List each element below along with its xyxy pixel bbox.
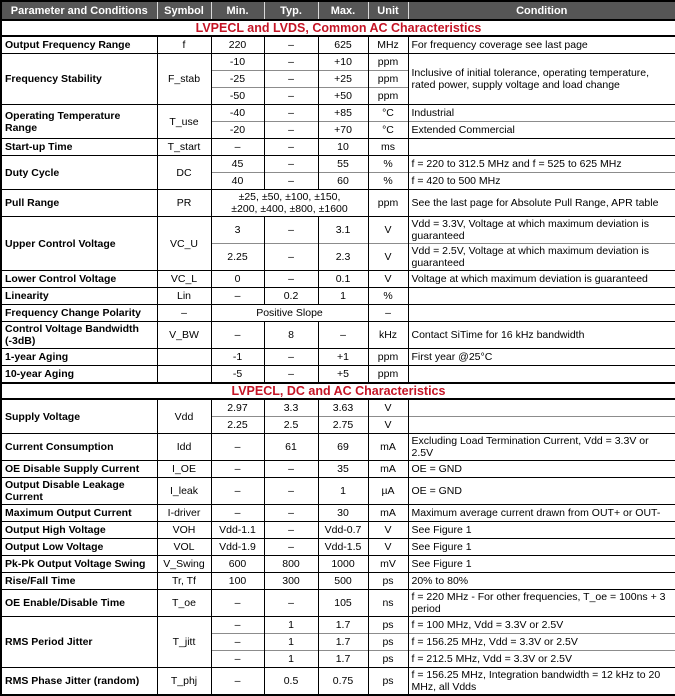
max-cell: 69 — [318, 434, 368, 461]
max-cell: 55 — [318, 156, 368, 173]
condition-cell: f = 220 to 312.5 MHz and f = 525 to 625 MHz — [408, 156, 675, 173]
section-title: LVPECL, DC and AC Characteristics — [1, 383, 675, 399]
unit-cell: ppm — [368, 71, 408, 88]
typ-cell: – — [264, 139, 318, 156]
unit-cell: V — [368, 217, 408, 244]
typ-cell: – — [264, 244, 318, 271]
table-row — [1, 461, 675, 478]
table-row — [1, 288, 675, 305]
typ-cell: – — [264, 271, 318, 288]
max-cell: – — [318, 322, 368, 349]
max-cell: Vdd-0.7 — [318, 522, 368, 539]
typ-cell: 1 — [264, 634, 318, 651]
parameter-cell: Linearity — [1, 288, 157, 305]
parameter-cell: RMS Period Jitter — [1, 617, 157, 668]
typ-cell: 0.2 — [264, 288, 318, 305]
min-cell: 40 — [211, 173, 264, 190]
parameter-cell: Frequency Stability — [1, 54, 157, 105]
table-row — [1, 190, 675, 217]
column-header-max: Max. — [318, 1, 368, 20]
parameter-cell: 1-year Aging — [1, 349, 157, 366]
unit-cell: V — [368, 522, 408, 539]
parameter-cell: Rise/Fall Time — [1, 573, 157, 590]
unit-cell: mA — [368, 434, 408, 461]
symbol-cell: T_jitt — [157, 617, 211, 668]
table-row — [1, 366, 675, 384]
unit-cell: ps — [368, 651, 408, 668]
table-row — [1, 556, 675, 573]
unit-cell: mV — [368, 556, 408, 573]
unit-cell: % — [368, 173, 408, 190]
max-cell: 1.7 — [318, 634, 368, 651]
condition-cell: Vdd = 3.3V, Voltage at which maximum deviation is guaranteed — [408, 217, 675, 244]
table-row — [1, 505, 675, 522]
symbol-cell: Lin — [157, 288, 211, 305]
min-cell: -5 — [211, 366, 264, 384]
column-header-min: Min. — [211, 1, 264, 20]
table-row — [1, 271, 675, 288]
min-cell: 2.25 — [211, 417, 264, 434]
typ-cell: – — [264, 88, 318, 105]
condition-cell: 20% to 80% — [408, 573, 675, 590]
max-cell: 1000 — [318, 556, 368, 573]
max-cell: +85 — [318, 105, 368, 122]
table-row — [1, 139, 675, 156]
table-row — [1, 322, 675, 349]
parameter-cell: OE Enable/Disable Time — [1, 590, 157, 617]
typ-cell: – — [264, 156, 318, 173]
symbol-cell: T_start — [157, 139, 211, 156]
condition-cell: f = 420 to 500 MHz — [408, 173, 675, 190]
condition-cell: Industrial — [408, 105, 675, 122]
min-cell: – — [211, 651, 264, 668]
unit-cell: ps — [368, 617, 408, 634]
max-cell: 500 — [318, 573, 368, 590]
min-cell: – — [211, 461, 264, 478]
condition-cell: Vdd = 2.5V, Voltage at which maximum deviation is guaranteed — [408, 244, 675, 271]
unit-cell: V — [368, 539, 408, 556]
min-cell: -10 — [211, 54, 264, 71]
table-row — [1, 105, 675, 122]
table-row — [1, 54, 675, 71]
symbol-cell — [157, 366, 211, 384]
condition-cell — [408, 399, 675, 417]
min-cell: -1 — [211, 349, 264, 366]
min-cell: Vdd-1.1 — [211, 522, 264, 539]
section-title: LVPECL and LVDS, Common AC Characteristics — [1, 20, 675, 36]
unit-cell: V — [368, 271, 408, 288]
parameter-cell: Start-up Time — [1, 139, 157, 156]
parameter-cell: OE Disable Supply Current — [1, 461, 157, 478]
unit-cell: ppm — [368, 54, 408, 71]
table-row — [1, 349, 675, 366]
unit-cell: mA — [368, 505, 408, 522]
symbol-cell — [157, 349, 211, 366]
table-row — [1, 36, 675, 54]
condition-cell: OE = GND — [408, 478, 675, 505]
unit-cell: ppm — [368, 366, 408, 384]
min-cell: – — [211, 288, 264, 305]
parameter-cell: Output High Voltage — [1, 522, 157, 539]
parameter-cell: Maximum Output Current — [1, 505, 157, 522]
section-title-row — [1, 20, 675, 36]
symbol-cell: V_BW — [157, 322, 211, 349]
table-row — [1, 522, 675, 539]
typ-cell: 800 — [264, 556, 318, 573]
condition-cell: f = 156.25 MHz, Integration bandwidth = 12 kHz to 20 MHz, all Vdds — [408, 668, 675, 696]
min-cell: – — [211, 634, 264, 651]
max-cell: +10 — [318, 54, 368, 71]
condition-cell: Contact SiTime for 16 kHz bandwidth — [408, 322, 675, 349]
typ-cell: – — [264, 71, 318, 88]
condition-cell: Extended Commercial — [408, 122, 675, 139]
max-cell: 0.75 — [318, 668, 368, 696]
parameter-cell: Output Low Voltage — [1, 539, 157, 556]
unit-cell: ps — [368, 573, 408, 590]
max-cell: +25 — [318, 71, 368, 88]
condition-cell: See Figure 1 — [408, 539, 675, 556]
unit-cell: ns — [368, 590, 408, 617]
typ-cell: – — [264, 349, 318, 366]
min-cell: 2.97 — [211, 399, 264, 417]
max-cell: 10 — [318, 139, 368, 156]
column-header-typ: Typ. — [264, 1, 318, 20]
min-cell: 2.25 — [211, 244, 264, 271]
min-cell: – — [211, 590, 264, 617]
parameter-cell: Output Disable Leakage Current — [1, 478, 157, 505]
unit-cell: MHz — [368, 36, 408, 54]
symbol-cell: V_Swing — [157, 556, 211, 573]
symbol-cell: PR — [157, 190, 211, 217]
condition-cell: Inclusive of initial tolerance, operating temperature, rated power, supply voltage and load change — [408, 54, 675, 105]
parameter-cell: Operating Temperature Range — [1, 105, 157, 139]
min-cell: – — [211, 668, 264, 696]
unit-cell: V — [368, 417, 408, 434]
max-cell: 35 — [318, 461, 368, 478]
parameter-cell: Upper Control Voltage — [1, 217, 157, 271]
min-cell: – — [211, 322, 264, 349]
unit-cell: % — [368, 156, 408, 173]
typ-cell: 2.5 — [264, 417, 318, 434]
table-row — [1, 305, 675, 322]
unit-cell: µA — [368, 478, 408, 505]
typ-cell: 300 — [264, 573, 318, 590]
typ-cell: – — [264, 366, 318, 384]
max-cell: 625 — [318, 36, 368, 54]
min-cell: – — [211, 139, 264, 156]
table-row — [1, 434, 675, 461]
symbol-cell: VOL — [157, 539, 211, 556]
max-cell: +5 — [318, 366, 368, 384]
min-cell: 600 — [211, 556, 264, 573]
unit-cell: °C — [368, 105, 408, 122]
symbol-cell: T_use — [157, 105, 211, 139]
min-cell: 45 — [211, 156, 264, 173]
unit-cell: kHz — [368, 322, 408, 349]
min-cell: 220 — [211, 36, 264, 54]
merged-value-line: ±25, ±50, ±100, ±150, — [238, 191, 341, 203]
table-row — [1, 668, 675, 696]
min-cell: -20 — [211, 122, 264, 139]
unit-cell: ppm — [368, 88, 408, 105]
symbol-cell: DC — [157, 156, 211, 190]
section-title-row — [1, 383, 675, 399]
max-cell: 1 — [318, 288, 368, 305]
condition-cell: f = 100 MHz, Vdd = 3.3V or 2.5V — [408, 617, 675, 634]
parameter-cell: Lower Control Voltage — [1, 271, 157, 288]
condition-cell: See Figure 1 — [408, 556, 675, 573]
typ-cell: – — [264, 217, 318, 244]
condition-cell: See the last page for Absolute Pull Range, APR table — [408, 190, 675, 217]
condition-cell: For frequency coverage see last page — [408, 36, 675, 54]
table-row — [1, 590, 675, 617]
unit-cell: V — [368, 399, 408, 417]
max-cell: 30 — [318, 505, 368, 522]
typ-cell: 0.5 — [264, 668, 318, 696]
unit-cell: ps — [368, 634, 408, 651]
unit-cell: V — [368, 244, 408, 271]
unit-cell: – — [368, 305, 408, 322]
max-cell: +70 — [318, 122, 368, 139]
symbol-cell: – — [157, 305, 211, 322]
typ-cell: – — [264, 522, 318, 539]
min-cell: – — [211, 505, 264, 522]
max-cell: 2.75 — [318, 417, 368, 434]
typ-cell: 1 — [264, 617, 318, 634]
table-row — [1, 573, 675, 590]
condition-cell — [408, 366, 675, 384]
condition-cell — [408, 288, 675, 305]
max-cell: 1 — [318, 478, 368, 505]
min-cell: 0 — [211, 271, 264, 288]
table-row — [1, 217, 675, 244]
typ-cell: – — [264, 505, 318, 522]
symbol-cell: F_stab — [157, 54, 211, 105]
min-typ-max-merged-cell — [211, 305, 368, 322]
max-cell: +1 — [318, 349, 368, 366]
table-row — [1, 617, 675, 634]
typ-cell: – — [264, 122, 318, 139]
condition-cell: Voltage at which maximum deviation is guaranteed — [408, 271, 675, 288]
condition-cell: f = 156.25 MHz, Vdd = 3.3V or 2.5V — [408, 634, 675, 651]
symbol-cell: Tr, Tf — [157, 573, 211, 590]
table-row — [1, 156, 675, 173]
unit-cell: mA — [368, 461, 408, 478]
condition-cell: f = 212.5 MHz, Vdd = 3.3V or 2.5V — [408, 651, 675, 668]
table-header-row — [1, 1, 675, 20]
parameter-cell: Supply Voltage — [1, 399, 157, 434]
typ-cell: – — [264, 478, 318, 505]
symbol-cell: T_phj — [157, 668, 211, 696]
unit-cell: ppm — [368, 349, 408, 366]
min-typ-max-merged-cell — [211, 190, 368, 217]
parameter-cell: Control Voltage Bandwidth (-3dB) — [1, 322, 157, 349]
typ-cell: 1 — [264, 651, 318, 668]
condition-cell: OE = GND — [408, 461, 675, 478]
condition-cell — [408, 305, 675, 322]
min-cell: – — [211, 434, 264, 461]
condition-cell — [408, 139, 675, 156]
max-cell: +50 — [318, 88, 368, 105]
symbol-cell: I-driver — [157, 505, 211, 522]
symbol-cell: VC_U — [157, 217, 211, 271]
column-header-unit: Unit — [368, 1, 408, 20]
merged-value-line: ±200, ±400, ±800, ±1600 — [231, 203, 348, 215]
column-header-symbol: Symbol — [157, 1, 211, 20]
min-cell: 100 — [211, 573, 264, 590]
condition-cell: Maximum average current drawn from OUT+ or OUT- — [408, 505, 675, 522]
condition-cell: Excluding Load Termination Current, Vdd = 3.3V or 2.5V — [408, 434, 675, 461]
min-cell: – — [211, 478, 264, 505]
typ-cell: 8 — [264, 322, 318, 349]
unit-cell: °C — [368, 122, 408, 139]
max-cell: 1.7 — [318, 651, 368, 668]
typ-cell: – — [264, 590, 318, 617]
symbol-cell: I_leak — [157, 478, 211, 505]
max-cell: 3.63 — [318, 399, 368, 417]
min-cell: Vdd-1.9 — [211, 539, 264, 556]
table-row — [1, 399, 675, 417]
symbol-cell: T_oe — [157, 590, 211, 617]
max-cell: 60 — [318, 173, 368, 190]
symbol-cell: Idd — [157, 434, 211, 461]
column-header-condition: Condition — [408, 1, 675, 20]
max-cell: Vdd-1.5 — [318, 539, 368, 556]
parameter-cell: RMS Phase Jitter (random) — [1, 668, 157, 696]
typ-cell: – — [264, 54, 318, 71]
condition-cell — [408, 417, 675, 434]
typ-cell: – — [264, 105, 318, 122]
column-header-parameter: Parameter and Conditions — [1, 1, 157, 20]
min-cell: -25 — [211, 71, 264, 88]
unit-cell: ms — [368, 139, 408, 156]
typ-cell: 61 — [264, 434, 318, 461]
parameter-cell: Pk-Pk Output Voltage Swing — [1, 556, 157, 573]
typ-cell: – — [264, 173, 318, 190]
min-cell: 3 — [211, 217, 264, 244]
parameter-cell: Duty Cycle — [1, 156, 157, 190]
condition-cell: See Figure 1 — [408, 522, 675, 539]
max-cell: 2.3 — [318, 244, 368, 271]
parameter-cell: Pull Range — [1, 190, 157, 217]
typ-cell: 3.3 — [264, 399, 318, 417]
max-cell: 105 — [318, 590, 368, 617]
unit-cell: ps — [368, 668, 408, 696]
parameter-cell: 10-year Aging — [1, 366, 157, 384]
symbol-cell: I_OE — [157, 461, 211, 478]
table-row — [1, 539, 675, 556]
symbol-cell: VOH — [157, 522, 211, 539]
min-cell: -50 — [211, 88, 264, 105]
typ-cell: – — [264, 539, 318, 556]
parameter-cell: Output Frequency Range — [1, 36, 157, 54]
typ-cell: – — [264, 36, 318, 54]
max-cell: 1.7 — [318, 617, 368, 634]
unit-cell: ppm — [368, 190, 408, 217]
min-cell: – — [211, 617, 264, 634]
condition-cell: First year @25°C — [408, 349, 675, 366]
min-cell: -40 — [211, 105, 264, 122]
parameter-cell: Frequency Change Polarity — [1, 305, 157, 322]
symbol-cell: VC_L — [157, 271, 211, 288]
max-cell: 0.1 — [318, 271, 368, 288]
typ-cell: – — [264, 461, 318, 478]
condition-cell: f = 220 MHz - For other frequencies, T_oe = 100ns + 3 period — [408, 590, 675, 617]
parameter-cell: Current Consumption — [1, 434, 157, 461]
max-cell: 3.1 — [318, 217, 368, 244]
unit-cell: % — [368, 288, 408, 305]
symbol-cell: Vdd — [157, 399, 211, 434]
merged-value-line: Positive Slope — [256, 307, 323, 319]
symbol-cell: f — [157, 36, 211, 54]
table-row — [1, 478, 675, 505]
